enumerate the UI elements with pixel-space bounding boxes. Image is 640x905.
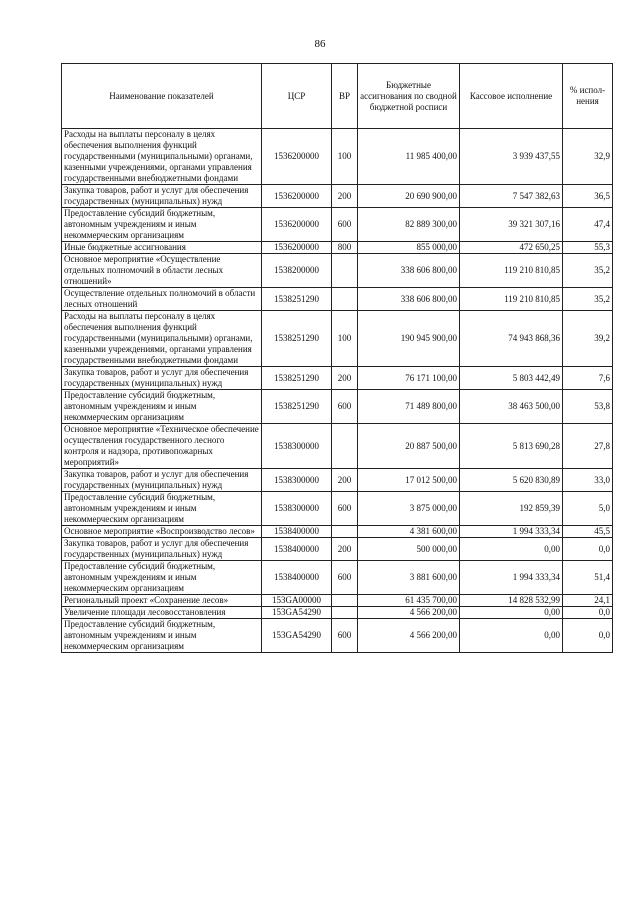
row-csr: 1538400000 bbox=[262, 526, 332, 538]
row-vr: 100 bbox=[332, 311, 358, 367]
table-row bbox=[62, 367, 613, 390]
table-row bbox=[62, 424, 613, 469]
row-executed: 39 321 307,16 bbox=[460, 208, 563, 242]
row-name: Закупка товаров, работ и услуг для обеспечения государственных (муниципальных) нужд bbox=[62, 538, 262, 561]
row-vr bbox=[332, 288, 358, 311]
row-executed: 119 210 810,85 bbox=[460, 288, 563, 311]
table-row bbox=[62, 288, 613, 311]
row-executed: 5 620 830,89 bbox=[460, 469, 563, 492]
row-vr bbox=[332, 595, 358, 607]
row-executed: 1 994 333,34 bbox=[460, 526, 563, 538]
row-vr: 600 bbox=[332, 390, 358, 424]
table-row bbox=[62, 492, 613, 526]
row-executed: 3 939 437,55 bbox=[460, 129, 563, 185]
budget-table bbox=[61, 63, 613, 653]
row-assigned: 855 000,00 bbox=[358, 242, 460, 254]
row-csr: 1538200000 bbox=[262, 254, 332, 288]
row-executed: 38 463 500,00 bbox=[460, 390, 563, 424]
header-assignments: Бюджетные ассигнования по сводной бюджетной росписи bbox=[358, 64, 460, 129]
table-row bbox=[62, 595, 613, 607]
row-csr: 1536200000 bbox=[262, 242, 332, 254]
row-percent: 35,2 bbox=[563, 288, 613, 311]
table-row bbox=[62, 619, 613, 653]
table-row bbox=[62, 185, 613, 208]
row-vr: 200 bbox=[332, 185, 358, 208]
row-name: Основное мероприятие «Воспроизводство лесов» bbox=[62, 526, 262, 538]
row-name: Закупка товаров, работ и услуг для обеспечения государственных (муниципальных) нужд bbox=[62, 185, 262, 208]
row-vr bbox=[332, 254, 358, 288]
row-assigned: 20 690 900,00 bbox=[358, 185, 460, 208]
row-csr: 1538400000 bbox=[262, 561, 332, 595]
row-executed: 192 859,39 bbox=[460, 492, 563, 526]
row-vr: 800 bbox=[332, 242, 358, 254]
row-percent: 0,0 bbox=[563, 607, 613, 619]
row-executed: 119 210 810,85 bbox=[460, 254, 563, 288]
row-executed: 5 813 690,28 bbox=[460, 424, 563, 469]
row-executed: 0,00 bbox=[460, 538, 563, 561]
table-row bbox=[62, 254, 613, 288]
row-csr: 153GA00000 bbox=[262, 595, 332, 607]
row-csr: 1538251290 bbox=[262, 288, 332, 311]
table-row bbox=[62, 561, 613, 595]
table-row bbox=[62, 538, 613, 561]
row-vr: 200 bbox=[332, 469, 358, 492]
row-assigned: 3 875 000,00 bbox=[358, 492, 460, 526]
row-name: Осуществление отдельных полномочий в области лесных отношений bbox=[62, 288, 262, 311]
row-assigned: 190 945 900,00 bbox=[358, 311, 460, 367]
row-assigned: 4 381 600,00 bbox=[358, 526, 460, 538]
row-percent: 5,0 bbox=[563, 492, 613, 526]
row-name: Предоставление субсидий бюджетным, автономным учреждениям и иным некоммерческим организациям bbox=[62, 390, 262, 424]
table-row bbox=[62, 311, 613, 367]
row-vr: 600 bbox=[332, 208, 358, 242]
row-assigned: 338 606 800,00 bbox=[358, 288, 460, 311]
row-csr: 1538251290 bbox=[262, 311, 332, 367]
row-assigned: 4 566 200,00 bbox=[358, 619, 460, 653]
row-executed: 74 943 868,36 bbox=[460, 311, 563, 367]
table-row bbox=[62, 526, 613, 538]
row-percent: 35,2 bbox=[563, 254, 613, 288]
row-executed: 14 828 532,99 bbox=[460, 595, 563, 607]
header-execution: Кассовое исполнение bbox=[460, 64, 563, 129]
row-csr: 1538300000 bbox=[262, 469, 332, 492]
row-csr: 153GA54290 bbox=[262, 619, 332, 653]
row-csr: 153GA54290 bbox=[262, 607, 332, 619]
row-csr: 1536200000 bbox=[262, 185, 332, 208]
row-name: Расходы на выплаты персоналу в целях обеспечения выполнения функций государственными (муниципальными) органами, казенными учреждениями, органами управления государственными внебюджетными фондами bbox=[62, 129, 262, 185]
row-assigned: 17 012 500,00 bbox=[358, 469, 460, 492]
row-percent: 0,0 bbox=[563, 619, 613, 653]
row-assigned: 76 171 100,00 bbox=[358, 367, 460, 390]
row-csr: 1536200000 bbox=[262, 208, 332, 242]
row-assigned: 82 889 300,00 bbox=[358, 208, 460, 242]
row-csr: 1538400000 bbox=[262, 538, 332, 561]
row-executed: 7 547 382,63 bbox=[460, 185, 563, 208]
row-percent: 51,4 bbox=[563, 561, 613, 595]
row-name: Закупка товаров, работ и услуг для обеспечения государственных (муниципальных) нужд bbox=[62, 367, 262, 390]
row-name: Предоставление субсидий бюджетным, автономным учреждениям и иным некоммерческим организациям bbox=[62, 492, 262, 526]
row-name: Расходы на выплаты персоналу в целях обеспечения выполнения функций государственными (муниципальными) органами, казенными учреждениями, органами управления государственными внебюджетными фондами bbox=[62, 311, 262, 367]
row-vr: 600 bbox=[332, 561, 358, 595]
row-percent: 47,4 bbox=[563, 208, 613, 242]
row-executed: 0,00 bbox=[460, 607, 563, 619]
row-executed: 472 650,25 bbox=[460, 242, 563, 254]
header-csr: ЦСР bbox=[262, 64, 332, 129]
row-name: Иные бюджетные ассигнования bbox=[62, 242, 262, 254]
row-csr: 1538300000 bbox=[262, 424, 332, 469]
row-percent: 39,2 bbox=[563, 311, 613, 367]
row-assigned: 20 887 500,00 bbox=[358, 424, 460, 469]
row-csr: 1538251290 bbox=[262, 367, 332, 390]
header-vr: ВР bbox=[332, 64, 358, 129]
row-csr: 1536200000 bbox=[262, 129, 332, 185]
row-name: Предоставление субсидий бюджетным, автономным учреждениям и иным некоммерческим организациям bbox=[62, 208, 262, 242]
row-executed: 5 803 442,49 bbox=[460, 367, 563, 390]
table-row bbox=[62, 390, 613, 424]
row-vr bbox=[332, 424, 358, 469]
header-percent: % испол-нения bbox=[563, 64, 613, 129]
row-assigned: 500 000,00 bbox=[358, 538, 460, 561]
row-executed: 0,00 bbox=[460, 619, 563, 653]
table-row bbox=[62, 208, 613, 242]
row-percent: 0,0 bbox=[563, 538, 613, 561]
row-percent: 24,1 bbox=[563, 595, 613, 607]
row-vr: 600 bbox=[332, 619, 358, 653]
row-vr: 200 bbox=[332, 538, 358, 561]
row-percent: 53,8 bbox=[563, 390, 613, 424]
row-name: Закупка товаров, работ и услуг для обеспечения государственных (муниципальных) нужд bbox=[62, 469, 262, 492]
page-number: 86 bbox=[314, 38, 326, 50]
row-assigned: 11 985 400,00 bbox=[358, 129, 460, 185]
row-percent: 55,3 bbox=[563, 242, 613, 254]
row-assigned: 4 566 200,00 bbox=[358, 607, 460, 619]
row-vr: 100 bbox=[332, 129, 358, 185]
row-percent: 7,6 bbox=[563, 367, 613, 390]
row-name: Региональный проект «Сохранение лесов» bbox=[62, 595, 262, 607]
row-executed: 1 994 333,34 bbox=[460, 561, 563, 595]
table-row bbox=[62, 607, 613, 619]
row-csr: 1538251290 bbox=[262, 390, 332, 424]
row-name: Увеличение площади лесовосстановления bbox=[62, 607, 262, 619]
row-assigned: 61 435 700,00 bbox=[358, 595, 460, 607]
row-name: Предоставление субсидий бюджетным, автономным учреждениям и иным некоммерческим организациям bbox=[62, 619, 262, 653]
table-row bbox=[62, 469, 613, 492]
row-assigned: 338 606 800,00 bbox=[358, 254, 460, 288]
row-percent: 33,0 bbox=[563, 469, 613, 492]
table-header-row bbox=[62, 64, 613, 129]
table-row bbox=[62, 129, 613, 185]
row-name: Предоставление субсидий бюджетным, автономным учреждениям и иным некоммерческим организациям bbox=[62, 561, 262, 595]
row-name: Основное мероприятие «Осуществление отдельных полномочий в области лесных отношений» bbox=[62, 254, 262, 288]
header-name: Наименование показателей bbox=[62, 64, 262, 129]
row-percent: 32,9 bbox=[563, 129, 613, 185]
row-vr: 200 bbox=[332, 367, 358, 390]
row-vr: 600 bbox=[332, 492, 358, 526]
row-vr bbox=[332, 607, 358, 619]
row-assigned: 3 881 600,00 bbox=[358, 561, 460, 595]
row-csr: 1538300000 bbox=[262, 492, 332, 526]
row-percent: 27,8 bbox=[563, 424, 613, 469]
row-vr bbox=[332, 526, 358, 538]
row-percent: 36,5 bbox=[563, 185, 613, 208]
row-assigned: 71 489 800,00 bbox=[358, 390, 460, 424]
row-percent: 45,5 bbox=[563, 526, 613, 538]
table-row bbox=[62, 242, 613, 254]
row-name: Основное мероприятие «Техническое обеспечение осуществления государственного лесного контроля и надзора, противопожарных мероприятий» bbox=[62, 424, 262, 469]
